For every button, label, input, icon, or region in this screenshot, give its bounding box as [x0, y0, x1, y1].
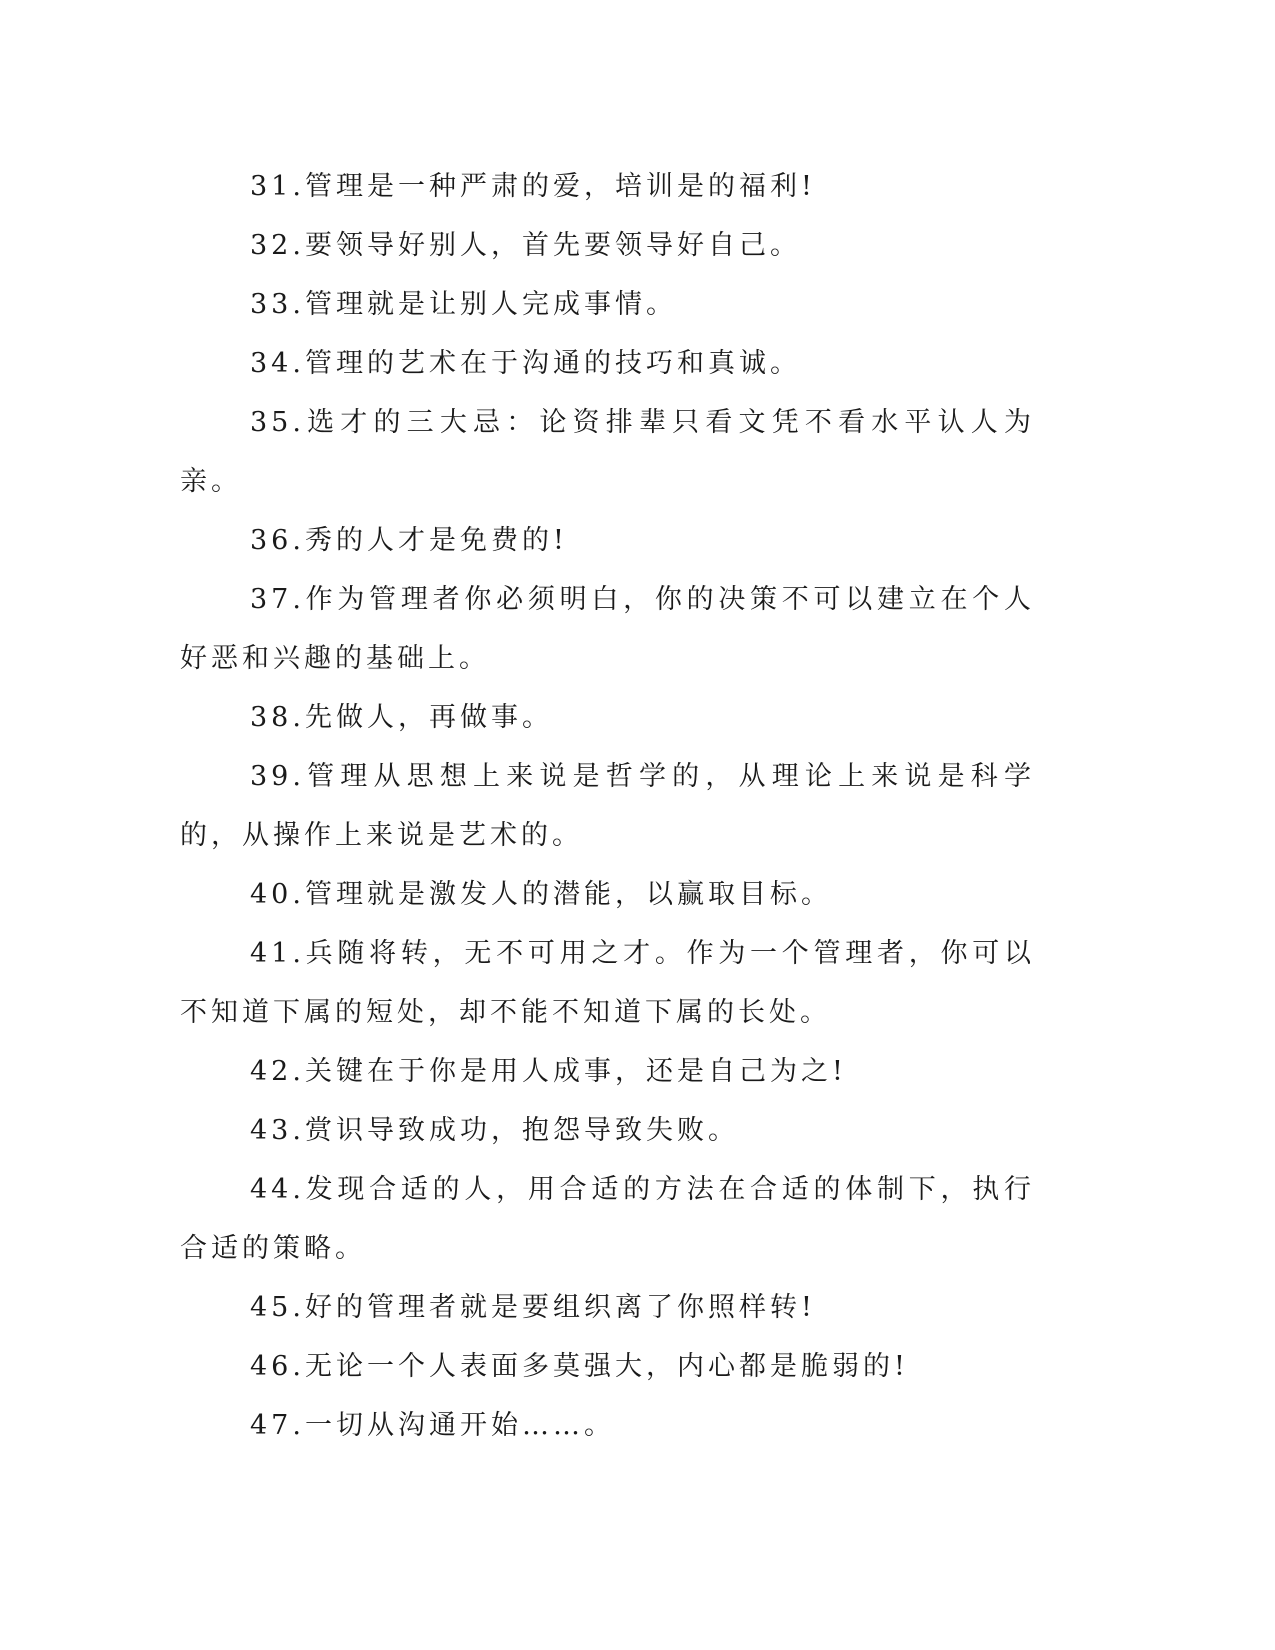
- paragraph-34: 34.管理的艺术在于沟通的技巧和真诚。: [250, 348, 801, 379]
- document-body: [180, 157, 1035, 1455]
- paragraph-39: 39.管理从思想上来说是哲学的，从理论上来说是科学的，从操作上来说是艺术的。: [180, 761, 1035, 851]
- paragraph-45: 45.好的管理者就是要组织离了你照样转!: [250, 1292, 816, 1323]
- paragraph-44: 44.发现合适的人，用合适的方法在合适的体制下，执行合适的策略。: [180, 1174, 1035, 1264]
- paragraph-43: 43.赏识导致成功，抱怨导致失败。: [250, 1115, 739, 1146]
- paragraph-38: 38.先做人，再做事。: [250, 702, 553, 733]
- paragraph-47: 47.一切从沟通开始……。: [250, 1410, 615, 1441]
- paragraph-40: 40.管理就是激发人的潜能，以赢取目标。: [250, 879, 832, 910]
- paragraph-32: 32.要领导好别人，首先要领导好自己。: [250, 230, 801, 261]
- paragraph-33: 33.管理就是让别人完成事情。: [250, 289, 677, 320]
- paragraph-35: 35.选才的三大忌：论资排辈只看文凭不看水平认人为亲。: [180, 407, 1035, 497]
- paragraph-36: 36.秀的人才是免费的!: [250, 525, 568, 556]
- paragraph-37: 37.作为管理者你必须明白，你的决策不可以建立在个人好恶和兴趣的基础上。: [180, 584, 1035, 674]
- paragraph-46: 46.无论一个人表面多莫强大，内心都是脆弱的!: [250, 1351, 909, 1382]
- paragraph-42: 42.关键在于你是用人成事，还是自己为之!: [250, 1056, 847, 1087]
- paragraph-31: 31.管理是一种严肃的爱，培训是的福利!: [250, 171, 816, 202]
- paragraph-41: 41.兵随将转，无不可用之才。作为一个管理者，你可以不知道下属的短处，却不能不知道下属的长处。: [180, 938, 1035, 1028]
